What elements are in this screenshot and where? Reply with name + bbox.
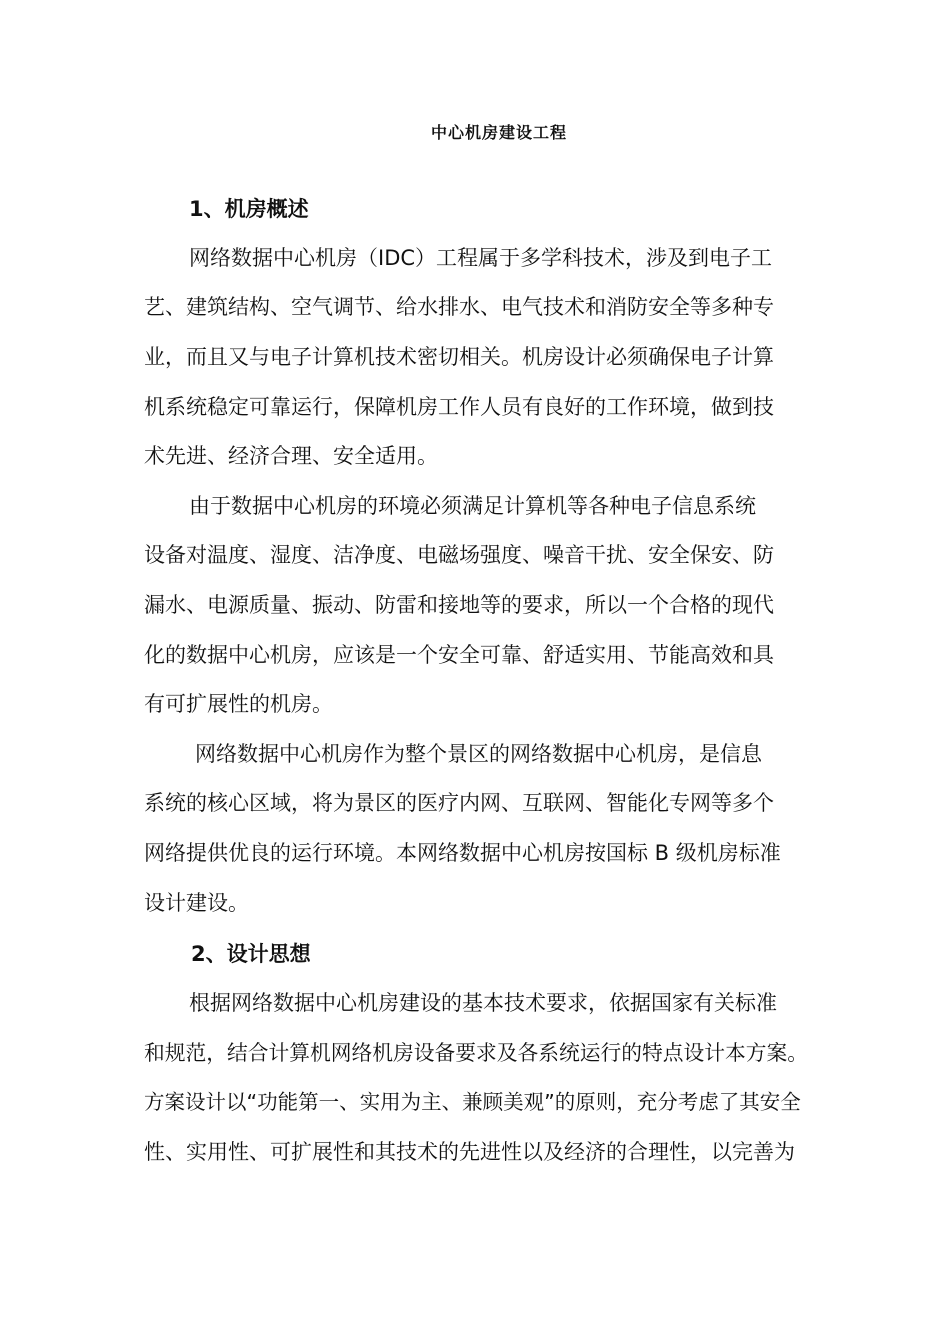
paragraph-line: 漏水、电源质量、振动、防雷和接地等的要求，所以一个合格的现代 [144,593,774,617]
paragraph-line: 术先进、经济合理、安全适用。 [144,444,438,468]
paragraph-line: 方案设计以“功能第一、实用为主、兼顾美观”的原则，充分考虑了其安全 [144,1090,801,1114]
section-heading-overview: 1、机房概述 [189,197,309,221]
paragraph-line: 有可扩展性的机房。 [144,692,333,716]
paragraph-line: 根据网络数据中心机房建设的基本技术要求，依据国家有关标准 [189,991,777,1015]
paragraph-line: 网络提供优良的运行环境。本网络数据中心机房按国标 B 级机房标准 [144,841,781,865]
paragraph-line: 艺、建筑结构、空气调节、给水排水、电气技术和消防安全等多种专 [144,295,774,319]
paragraph-line: 系统的核心区域，将为景区的医疗内网、互联网、智能化专网等多个 [144,791,774,815]
section-heading-design: 2、设计思想 [191,942,311,966]
paragraph-line: 由于数据中心机房的环境必须满足计算机等各种电子信息系统 [189,494,756,518]
paragraph-line: 网络数据中心机房作为整个景区的网络数据中心机房，是信息 [195,742,762,766]
document-title: 中心机房建设工程 [430,123,567,142]
paragraph-line: 性、实用性、可扩展性和其技术的先进性以及经济的合理性，以完善为 [144,1140,795,1164]
paragraph-line: 化的数据中心机房，应该是一个安全可靠、舒适实用、节能高效和具 [144,643,774,667]
paragraph-line: 和规范，结合计算机网络机房设备要求及各系统运行的特点设计本方案。 [144,1041,809,1065]
paragraph-line: 机系统稳定可靠运行，保障机房工作人员有良好的工作环境，做到技 [144,395,774,419]
paragraph-line: 设备对温度、湿度、洁净度、电磁场强度、噪音干扰、安全保安、防 [144,543,774,567]
paragraph-line: 设计建设。 [144,891,249,915]
paragraph-line: 业，而且又与电子计算机技术密切相关。机房设计必须确保电子计算 [144,345,774,369]
paragraph-line: 网络数据中心机房（IDC）工程属于多学科技术，涉及到电子工 [189,246,773,270]
